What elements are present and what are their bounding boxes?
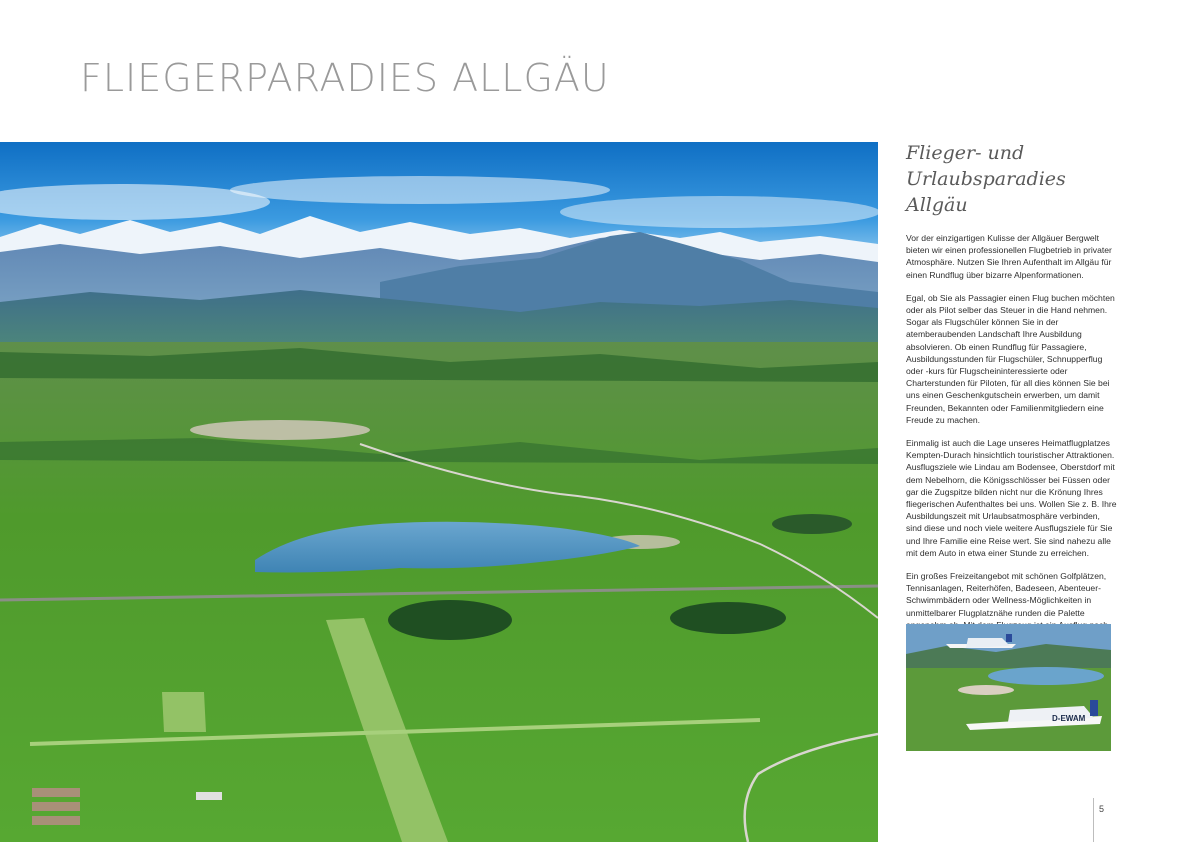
article-paragraph: Vor der einzigartigen Kulisse der Allgäuer Bergwelt bieten wir einen professionellen Flugbetrieb in privater Atmosphäre. Nutzen Sie Ihren Aufenthalt im Allgäu für einen Rundflug über bizarre Alpenformationen. — [906, 233, 1112, 280]
village — [958, 685, 1014, 695]
aerial-landscape-photo — [0, 142, 878, 842]
article-paragraph: Einmalig ist auch die Lage unseres Heimatflugplatzes Kempten-Durach hinsichtlich touristischer Attraktionen. Ausflugsziele wie Lindau am Bodensee, Oberstdorf mit dem Nebelhorn, die Königsschlösser bei Füssen oder gar die Zugspitze bilden nicht nur die Krönung Ihres fliegerischen Aufenthaltes bei uns. Wollen Sie z. B. Ihre Ausbildungszeit mit Urlaubsatmosphäre verbinden, sind diese und noch viele weitere Ausflugsziele für Sie und Ihre Familie eine Reise wert. Sie sind nahezu alle mit dem Auto in etwa einer Stunde zu erreichen. — [906, 438, 1117, 558]
forest — [772, 514, 852, 534]
folio-rule — [1093, 798, 1094, 842]
page-number: 5 — [1099, 804, 1105, 814]
article-heading: Flieger- und Urlaubsparadies Allgäu — [906, 142, 1066, 216]
forest — [388, 600, 512, 640]
cloud — [230, 176, 610, 204]
article-column — [906, 140, 1118, 667]
forest — [670, 602, 786, 634]
lake — [988, 667, 1104, 685]
page-title: FLIEGERPARADIES ALLGÄU — [80, 56, 610, 100]
village — [190, 420, 370, 440]
runway-secondary — [162, 692, 206, 732]
article-paragraph: Egal, ob Sie als Passagier einen Flug buchen möchten oder als Pilot selber das Steuer in die Hand nehmen. Sogar als Flugschüler können Sie in der atemberaubenden Landschaft Ihre Ausbildung absolvieren. Ob einen Rundflug für Passagiere, Ausbildungsstunden für Flugschüler, Schnupperflug oder -kurs für Flugscheininteressierte oder Charterstunden für Piloten, für all dies können Sie bei uns einen Geschenkgutschein erwerben, um damit Freunden, Bekannten oder Familienmitgliedern eine Freude zu machen. — [906, 292, 1115, 425]
aircraft-photo — [906, 624, 1111, 751]
article-paragraph: Ein großes Freizeitangebot mit schönen Golfplätzen, Tennisanlagen, Reiterhöfen, Badeseen, Abenteuer-Schwimmbädern oder Wellness-Möglichkeiten in unmittelbarer Flugplatznähe runden die Palette — [906, 571, 1107, 618]
aircraft-registration: D-EWAM — [1052, 714, 1086, 723]
cloud — [560, 196, 878, 228]
